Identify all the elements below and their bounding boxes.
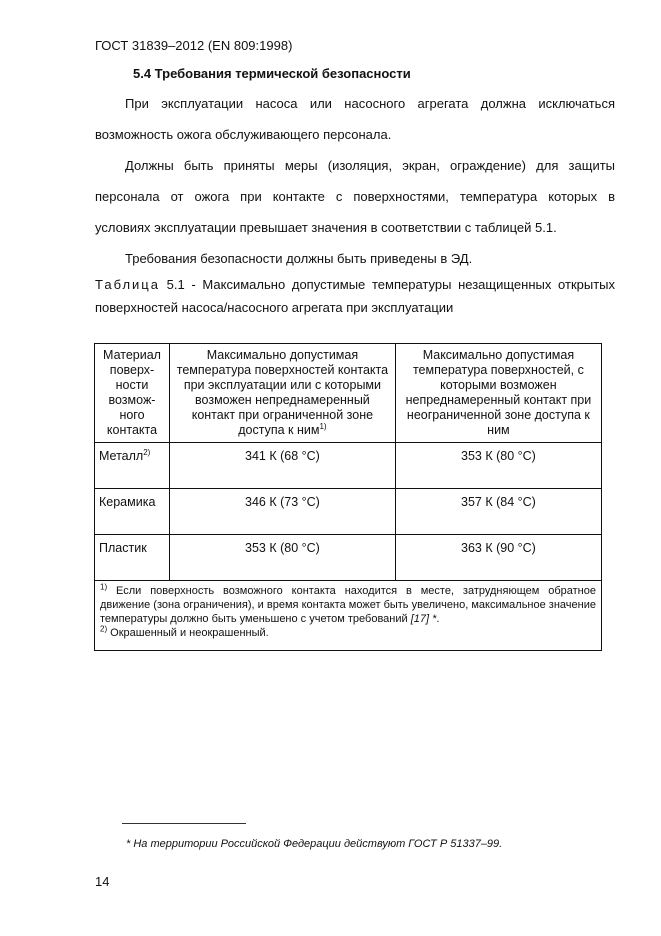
material-cell (95, 535, 170, 581)
paragraph-line: Должны быть приняты меры (изоляция, экран, ограждение) для защиты (125, 158, 615, 173)
paragraph-line: персонала от ожога при контакте с поверхностями, температура которых в (95, 189, 615, 204)
table-caption-text: 5.1 - Максимально допустимые температуры незащищенных открытых (159, 277, 615, 292)
footnote: * На территории Российской Федерации действуют ГОСТ Р 51337–99. (126, 838, 503, 850)
table-note-1 (100, 584, 596, 626)
section-title: 5.4 Требования термической безопасности (133, 66, 411, 81)
table-notes (95, 581, 602, 651)
limited-value: 353 К (80 °С) (170, 535, 396, 581)
document-header: ГОСТ 31839–2012 (EN 809:1998) (95, 38, 293, 53)
limited-value: 346 К (73 °С) (170, 489, 396, 535)
table-row (95, 443, 602, 489)
header-limited-text: Максимально допустимая температура поверхностей контакта при эксплуатации или с которыми возможен непреднамеренный контакт при ограниченной зоне доступа к ним (176, 348, 389, 437)
material-name: Пластик (99, 541, 147, 555)
table-row (95, 489, 602, 535)
header-limited-zone (170, 344, 396, 443)
header-unlimited-zone: Максимально допустимая температура поверхностей, с которыми возможен непреднамеренный контакт при неограниченной зоне доступа к ним (395, 344, 601, 443)
unlimited-value: 363 К (90 °С) (395, 535, 601, 581)
unlimited-value: 353 К (80 °С) (395, 443, 601, 489)
note-text: Если поверхность возможного контакта находится в месте, затрудняющем обратное движение (зона ограничения), и время контакта может быть увеличено, максимальное значение температуры должно быть уменьшено с учетом требований (100, 585, 596, 625)
paragraph-line: возможность ожога обслуживающего персонала. (95, 127, 392, 142)
reference-link: [17] * (410, 613, 437, 625)
paragraph-line: Требования безопасности должны быть приведены в ЭД. (125, 251, 473, 266)
paragraph-line: При эксплуатации насоса или насосного агрегата должна исключаться (125, 96, 615, 111)
material-cell (95, 443, 170, 489)
note-marker: 1) (100, 582, 108, 592)
table-header-row (95, 344, 602, 443)
material-name: Металл (99, 449, 144, 463)
temperature-table (94, 343, 602, 651)
table-caption-label: Таблица (95, 277, 160, 292)
paragraph-line: условиях эксплуатации превышает значения в соответствии с таблицей 5.1. (95, 220, 557, 235)
header-material: Материал поверх-ности возмож-ного контакта (95, 344, 170, 443)
note-text: Окрашенный и неокрашенный. (107, 627, 269, 639)
material-cell (95, 489, 170, 535)
table-note-2 (100, 626, 596, 640)
unlimited-value: 357 К (84 °С) (395, 489, 601, 535)
table-caption-line: поверхностей насоса/насосного агрегата при эксплуатации (95, 300, 454, 315)
note-marker: 2) (100, 624, 108, 634)
page-number: 14 (95, 874, 110, 889)
note-end: . (436, 613, 440, 625)
note-marker: 1) (319, 421, 327, 431)
table-caption (95, 274, 615, 296)
material-name: Керамика (99, 495, 156, 509)
table-row (95, 535, 602, 581)
footnote-divider (122, 823, 246, 824)
table-notes-row (95, 581, 602, 651)
limited-value: 341 К (68 °С) (170, 443, 396, 489)
note-marker: 2) (143, 447, 151, 457)
